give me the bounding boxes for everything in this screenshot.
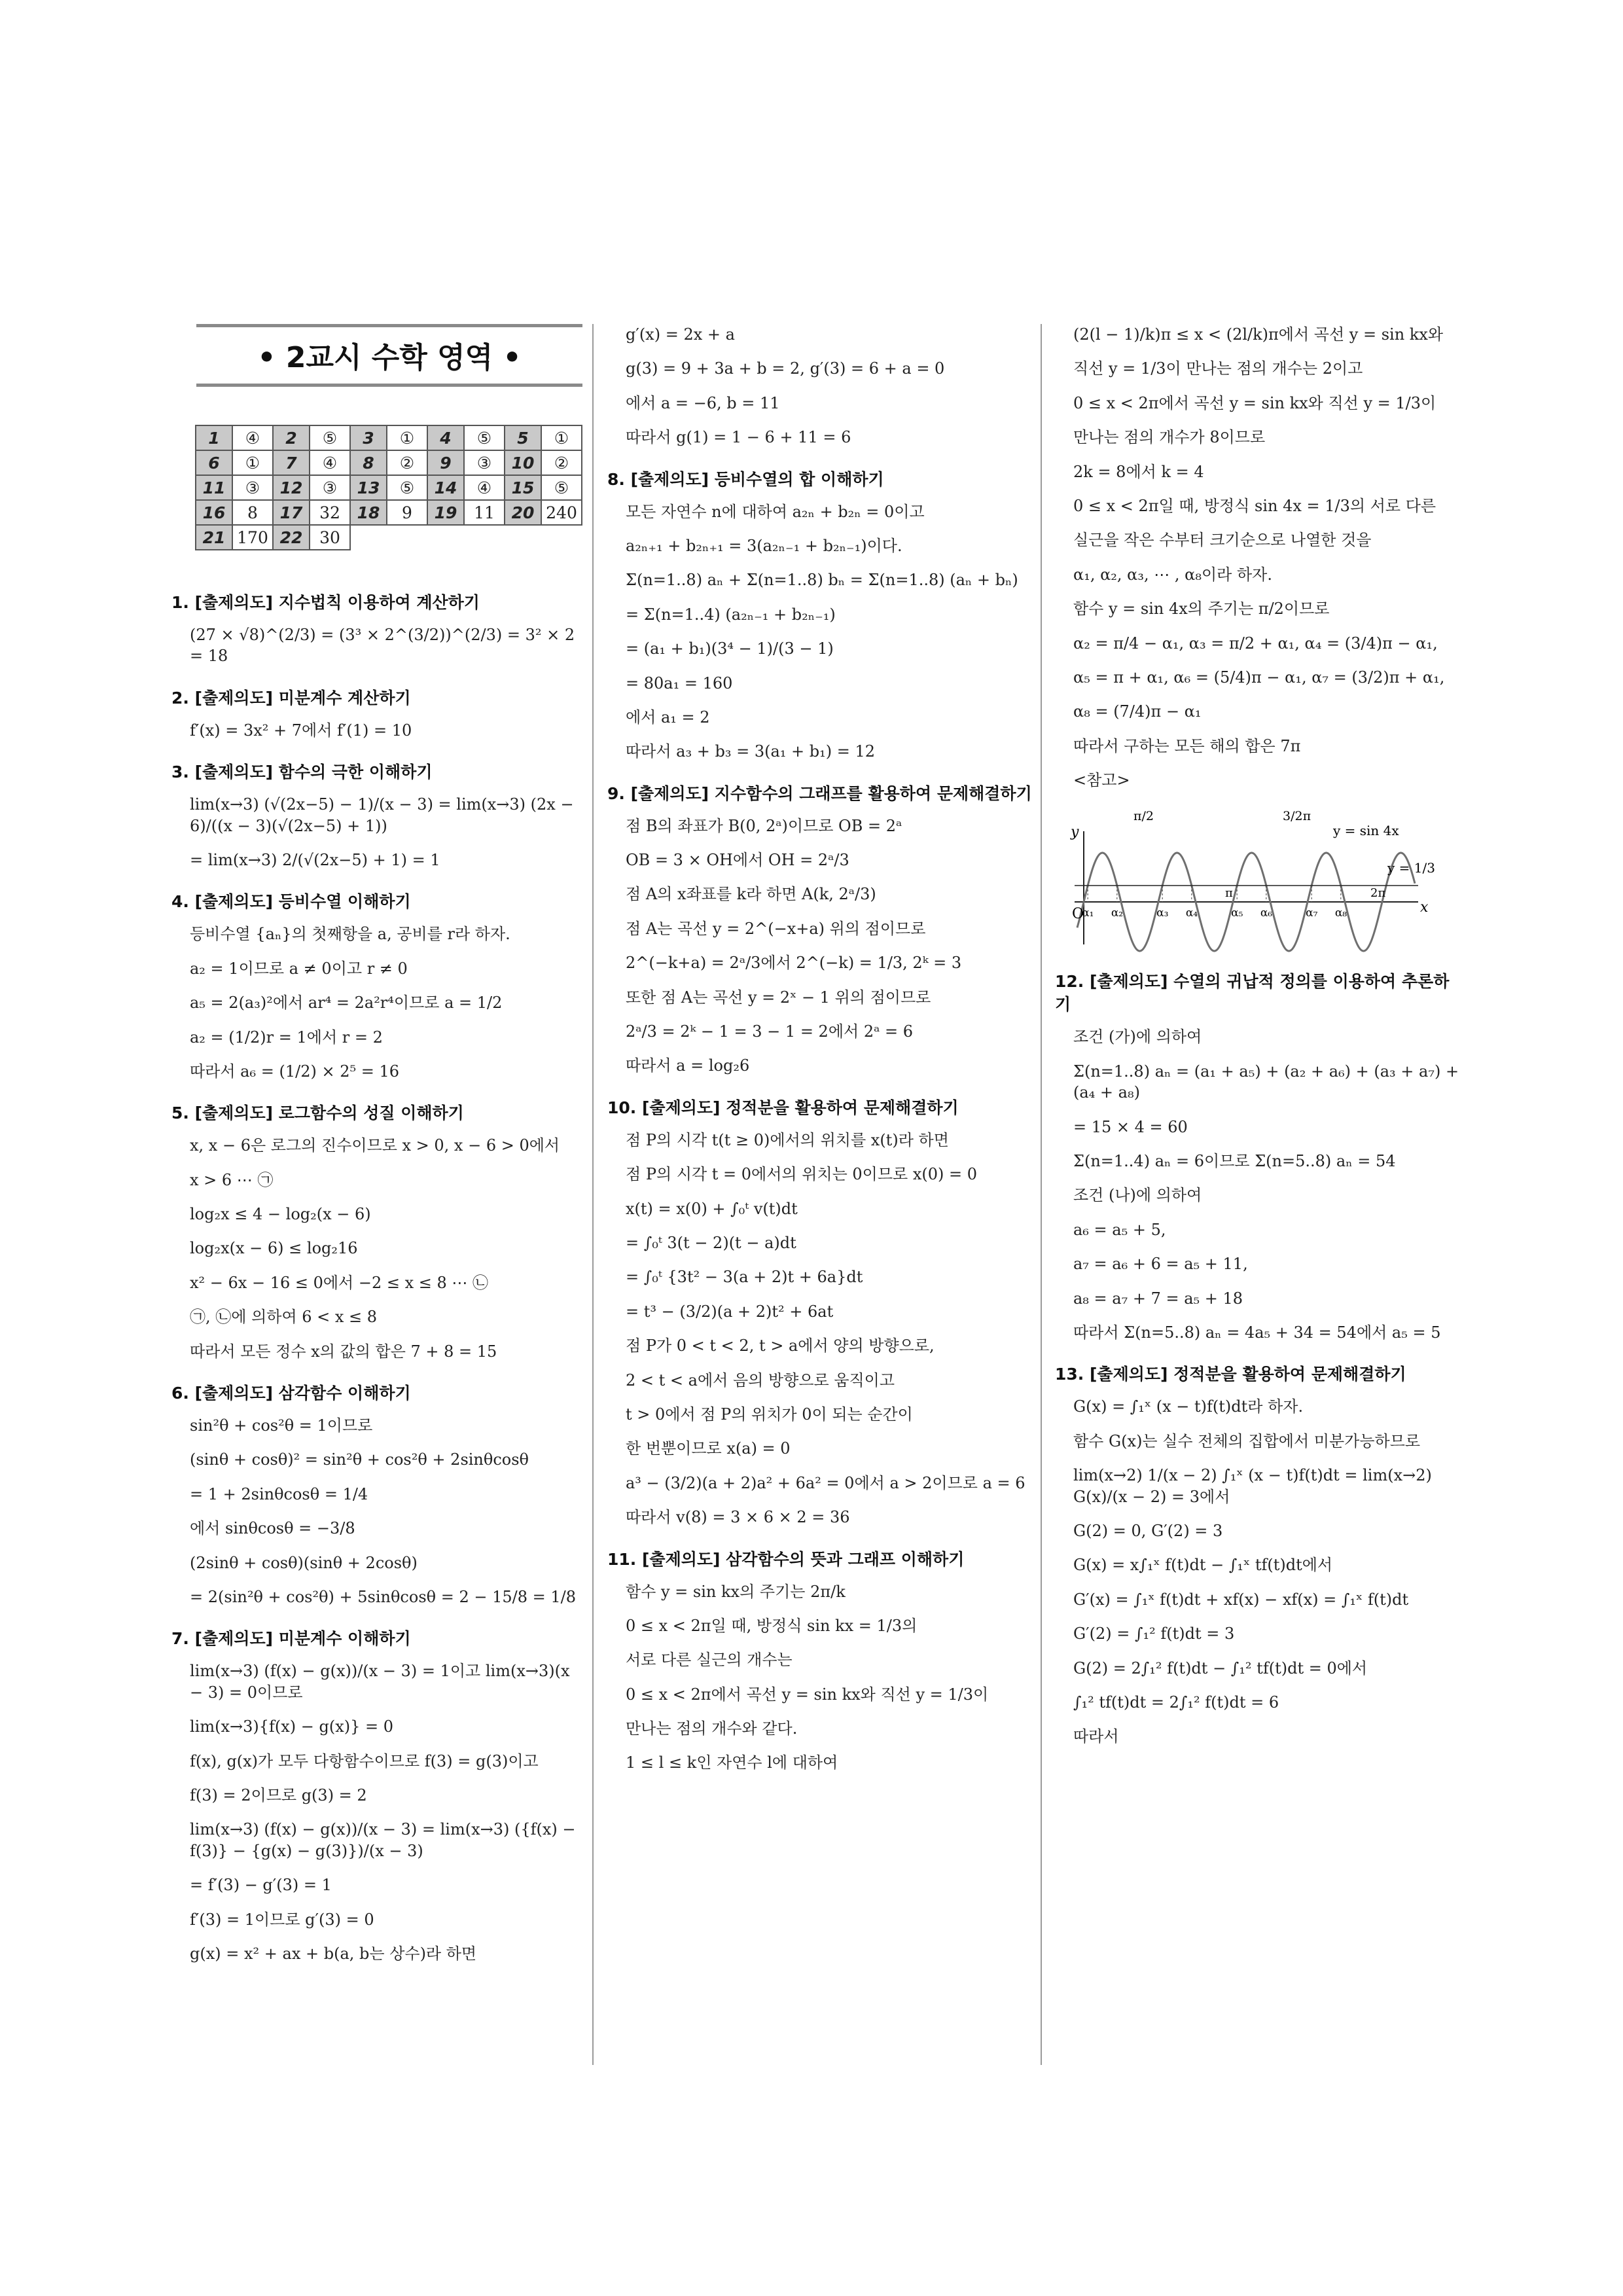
tick-label-pi: π <box>1225 886 1233 901</box>
solution-line: = 80a₁ = 160 <box>626 673 733 692</box>
line-label: y = 1/3 <box>1387 860 1435 876</box>
solution-line: = Σ(n=1..4) (a₂ₙ₋₁ + b₂ₙ₋₁) <box>626 605 836 624</box>
solution-section <box>171 591 584 667</box>
answer-value: ⑤ <box>541 475 582 500</box>
solution-line: a₅ = 2(a₃)²에서 ar⁴ = 2a²r⁴이므로 a = 1/2 <box>190 994 503 1013</box>
column-divider-2 <box>1041 324 1042 2065</box>
solution-line: f′(x) = 3x² + 7에서 f′(1) = 10 <box>190 721 412 740</box>
answer-value: ③ <box>310 475 350 500</box>
solution-line: f′(3) = 1이므로 g′(3) = 0 <box>190 1910 374 1929</box>
solution-line: a₂ = 1이므로 a ≠ 0이고 r ≠ 0 <box>190 959 408 978</box>
solution-heading: 9. [출제의도] 지수함수의 그래프를 활용하여 문제해결하기 <box>607 783 1032 803</box>
solution-line: G′(2) = ∫₁² f(t)dt = 3 <box>1073 1624 1235 1643</box>
solution-line: 등비수열 {aₙ}의 첫째항을 a, 공비를 r라 하자. <box>190 925 510 944</box>
solution-line: 조건 (가)에 의하여 <box>1073 1028 1202 1047</box>
sine-graph-figure <box>1068 804 1461 957</box>
column-1-solutions <box>171 591 584 1964</box>
solution-line: G(x) = ∫₁ˣ (x − t)f(t)dt라 하자. <box>1073 1397 1304 1416</box>
question-number: 19 <box>427 500 464 525</box>
solution-line: = 2(sin²θ + cos²θ) + 5sinθcosθ = 2 − 15/8 = 1/8 <box>190 1587 576 1606</box>
solution-heading: 11. [출제의도] 삼각함수의 뜻과 그래프 이해하기 <box>607 1549 965 1569</box>
question-number: 10 <box>505 450 541 475</box>
solution-line: α₁, α₂, α₃, ⋯ , α₈이라 하자. <box>1073 565 1272 584</box>
solution-line: 직선 y = 1/3이 만나는 점의 개수는 2이고 <box>1073 359 1363 378</box>
solution-line: 따라서 a = log₂6 <box>626 1056 750 1075</box>
solution-line: 따라서 a₆ = (1/2) × 2⁵ = 16 <box>190 1062 399 1081</box>
empty-cell <box>350 525 387 550</box>
answer-row <box>196 525 582 550</box>
solution-line: 또한 점 A는 곡선 y = 2ˣ − 1 위의 점이므로 <box>626 988 931 1007</box>
answer-value: ④ <box>232 425 273 450</box>
answer-value: ⑤ <box>310 425 350 450</box>
solution-heading: 10. [출제의도] 정적분을 활용하여 문제해결하기 <box>607 1098 959 1117</box>
question-number: 20 <box>505 500 541 525</box>
solution-line: = 15 × 4 = 60 <box>1073 1117 1188 1136</box>
answer-row <box>196 500 582 525</box>
solution-line: a₆ = a₅ + 5, <box>1073 1220 1166 1239</box>
solution-line: 점 A는 곡선 y = 2^(−x+a) 위의 점이므로 <box>626 919 926 938</box>
answer-value: ④ <box>464 475 505 500</box>
alpha-label: α₂ <box>1111 906 1124 920</box>
solution-line: G(2) = 2∫₁² f(t)dt − ∫₁² tf(t)dt = 0에서 <box>1073 1659 1368 1677</box>
answer-value: ② <box>387 450 427 475</box>
solution-line: α₈ = (7/4)π − α₁ <box>1073 702 1202 721</box>
answer-value: 11 <box>464 500 505 525</box>
page-title: • 2교시 수학 영역 • <box>196 324 582 387</box>
answer-value: ① <box>387 425 427 450</box>
solution-line: G′(x) = ∫₁ˣ f(t)dt + xf(x) − xf(x) = ∫₁ˣ f(t)dt <box>1073 1590 1409 1609</box>
solution-line: = lim(x→3) 2/(√(2x−5) + 1) = 1 <box>190 850 440 869</box>
column-divider-1 <box>592 324 594 2065</box>
solution-section <box>607 1548 1033 1774</box>
answer-value: ⑤ <box>387 475 427 500</box>
solution-line: 한 번뿐이므로 x(a) = 0 <box>626 1439 791 1458</box>
column-3-solutions-bottom <box>1055 970 1464 1747</box>
solution-line: 따라서 <box>1073 1727 1119 1746</box>
question-number: 11 <box>196 475 232 500</box>
solution-line: 따라서 g(1) = 1 − 6 + 11 = 6 <box>626 428 851 447</box>
answer-value: ② <box>541 450 582 475</box>
solution-line: 2^(−k+a) = 2ᵃ/3에서 2^(−k) = 1/3, 2ᵏ = 3 <box>626 954 962 973</box>
column-3-solutions-top <box>1055 324 1461 791</box>
question-number: 1 <box>196 425 232 450</box>
question-number: 18 <box>350 500 387 525</box>
solution-line: G(x) = x∫₁ˣ f(t)dt − ∫₁ˣ tf(t)dt에서 <box>1073 1556 1333 1575</box>
solution-line: 만나는 점의 개수가 8이므로 <box>1073 428 1266 447</box>
solution-line: 따라서 Σ(n=5..8) aₙ = 4a₅ + 34 = 54에서 a₅ = 5 <box>1073 1323 1441 1342</box>
column-2-solutions <box>607 324 1033 1774</box>
solution-line: lim(x→3) (f(x) − g(x))/(x − 3) = 1이고 lim(x→3)(x − 3) = 0이므로 <box>190 1662 575 1702</box>
alpha-label: α₈ <box>1334 906 1347 920</box>
solution-section <box>171 761 584 870</box>
alpha-label: α₃ <box>1156 906 1169 920</box>
solution-section <box>171 687 584 741</box>
solution-line: lim(x→3) (√(2x−5) − 1)/(x − 3) = lim(x→3) (2x − 6)/((x − 3)(√(2x−5) + 1)) <box>190 795 579 835</box>
solution-line: = ∫₀ᵗ {3t² − 3(a + 2)t + 6a}dt <box>626 1268 863 1287</box>
solution-heading: 12. [출제의도] 수열의 귀납적 정의를 이용하여 추론하기 <box>1055 972 1450 1014</box>
solution-line: Σ(n=1..8) aₙ + Σ(n=1..8) bₙ = Σ(n=1..8) (aₙ + bₙ) <box>626 571 1018 590</box>
question-number: 2 <box>273 425 310 450</box>
question-number: 8 <box>350 450 387 475</box>
answer-value: 240 <box>541 500 582 525</box>
solution-line: (27 × √8)^(2/3) = (3³ × 2^(3/2))^(2/3) = 3² × 2 = 18 <box>190 626 580 666</box>
solution-line: 함수 y = sin 4x의 주기는 π/2이므로 <box>1073 600 1330 619</box>
solution-line: 점 A의 x좌표를 k라 하면 A(k, 2ᵃ/3) <box>626 885 876 904</box>
alpha-label: α₆ <box>1260 906 1273 920</box>
solution-line: a₂ₙ₊₁ + b₂ₙ₊₁ = 3(a₂ₙ₋₁ + b₂ₙ₋₁)이다. <box>626 536 902 555</box>
solution-heading: 1. [출제의도] 지수법칙 이용하여 계산하기 <box>171 593 480 612</box>
solution-line: (2(l − 1)/k)π ≤ x < (2l/k)π에서 곡선 y = sin kx와 <box>1073 325 1444 344</box>
question-number: 15 <box>505 475 541 500</box>
solution-line: α₅ = π + α₁, α₆ = (5/4)π − α₁, α₇ = (3/2)π + α₁, <box>1073 668 1445 687</box>
curve-label: y = sin 4x <box>1333 823 1399 839</box>
question-number: 13 <box>350 475 387 500</box>
alpha-label: α₁ <box>1082 906 1094 920</box>
solution-line: = ∫₀ᵗ 3(t − 2)(t − a)dt <box>626 1233 796 1252</box>
solution-line: 점 P의 시각 t = 0에서의 위치는 0이므로 x(0) = 0 <box>626 1165 978 1184</box>
solution-section <box>607 1096 1033 1528</box>
solution-line: g(x) = x² + ax + b(a, b는 상수)라 하면 <box>190 1944 477 1963</box>
solution-line: a₂ = (1/2)r = 1에서 r = 2 <box>190 1028 383 1047</box>
solution-line: x > 6 ⋯ ㉠ <box>190 1170 274 1189</box>
solution-line: lim(x→3){f(x) − g(x)} = 0 <box>190 1717 394 1736</box>
solution-heading: 8. [출제의도] 등비수열의 합 이해하기 <box>607 469 884 489</box>
solution-section <box>607 782 1033 1077</box>
solution-line: g′(x) = 2x + a <box>626 325 735 344</box>
empty-cell <box>541 525 582 550</box>
empty-cell <box>464 525 505 550</box>
solution-line: x, x − 6은 로그의 진수이므로 x > 0, x − 6 > 0에서 <box>190 1136 560 1155</box>
solution-line: (sinθ + cosθ)² = sin²θ + cos²θ + 2sinθcosθ <box>190 1450 529 1469</box>
solution-line: 조건 (나)에 의하여 <box>1073 1186 1202 1205</box>
solution-section <box>171 1627 584 1964</box>
solution-line: 2k = 8에서 k = 4 <box>1073 462 1204 481</box>
solution-line: 2ᵃ/3 = 2ᵏ − 1 = 3 − 1 = 2에서 2ᵃ = 6 <box>626 1022 913 1041</box>
column-1 <box>171 324 584 1977</box>
answer-value: 30 <box>310 525 350 550</box>
solution-line: 0 ≤ x < 2π일 때, 방정식 sin kx = 1/3의 <box>626 1616 918 1635</box>
answer-value: ⑤ <box>464 425 505 450</box>
solution-line: 점 P가 0 < t < 2, t > a에서 양의 방향으로, <box>626 1336 935 1355</box>
column-3 <box>1055 324 1464 1761</box>
solution-line: ㉠, ㉡에 의하여 6 < x ≤ 8 <box>190 1308 378 1327</box>
solution-line: 함수 G(x)는 실수 전체의 집합에서 미분가능하므로 <box>1073 1431 1421 1450</box>
solution-line: log₂x ≤ 4 − log₂(x − 6) <box>190 1205 371 1224</box>
answer-row <box>196 475 582 500</box>
question-number: 16 <box>196 500 232 525</box>
solution-line: = f′(3) − g′(3) = 1 <box>190 1876 332 1895</box>
solution-section <box>607 324 1033 448</box>
solution-line: f(x), g(x)가 모두 다항함수이므로 f(3) = g(3)이고 <box>190 1751 539 1770</box>
solution-line: 따라서 v(8) = 3 × 6 × 2 = 36 <box>626 1508 850 1527</box>
solution-line: (2sinθ + cosθ)(sinθ + 2cosθ) <box>190 1553 418 1572</box>
solution-line: a₇ = a₆ + 6 = a₅ + 11, <box>1073 1255 1248 1274</box>
origin-label: O <box>1072 906 1084 923</box>
tick-label-three-half-pi: 3/2π <box>1283 809 1311 824</box>
solution-heading: 5. [출제의도] 로그함수의 성질 이해하기 <box>171 1103 464 1123</box>
question-number: 14 <box>427 475 464 500</box>
solution-line: 점 P의 시각 t(t ≥ 0)에서의 위치를 x(t)라 하면 <box>626 1130 949 1149</box>
solution-line: f(3) = 2이므로 g(3) = 2 <box>190 1785 367 1804</box>
solution-line: Σ(n=1..4) aₙ = 6이므로 Σ(n=5..8) aₙ = 54 <box>1073 1152 1396 1171</box>
solution-line: 서로 다른 실근의 개수는 <box>626 1651 793 1670</box>
solution-line: 1 ≤ l ≤ k인 자연수 l에 대하여 <box>626 1753 838 1772</box>
solution-line: 따라서 모든 정수 x의 값의 합은 7 + 8 = 15 <box>190 1342 497 1361</box>
solution-line: 0 ≤ x < 2π에서 곡선 y = sin kx와 직선 y = 1/3이 <box>1073 393 1436 412</box>
answer-value: ③ <box>464 450 505 475</box>
empty-cell <box>427 525 464 550</box>
answer-value: ① <box>232 450 273 475</box>
solution-line: α₂ = π/4 − α₁, α₃ = π/2 + α₁, α₄ = (3/4)π − α₁, <box>1073 634 1438 653</box>
answer-value: 32 <box>310 500 350 525</box>
question-number: 21 <box>196 525 232 550</box>
solution-heading: 6. [출제의도] 삼각함수 이해하기 <box>171 1384 411 1403</box>
solution-line: 실근을 작은 수부터 크기순으로 나열한 것을 <box>1073 531 1372 550</box>
solution-line: a₈ = a₇ + 7 = a₅ + 18 <box>1073 1289 1243 1308</box>
question-number: 4 <box>427 425 464 450</box>
solution-line: 에서 a = −6, b = 11 <box>626 393 780 412</box>
sine-graph <box>1068 804 1435 954</box>
question-number: 7 <box>273 450 310 475</box>
solution-section <box>1055 970 1464 1343</box>
solution-line: 점 B의 좌표가 B(0, 2ᵃ)이므로 OB = 2ᵃ <box>626 816 902 835</box>
solution-line: G(2) = 0, G′(2) = 3 <box>1073 1521 1223 1540</box>
solution-section <box>1055 1363 1461 1747</box>
alpha-label: α₄ <box>1185 906 1198 920</box>
solution-line: = 1 + 2sinθcosθ = 1/4 <box>190 1484 368 1503</box>
question-number: 3 <box>350 425 387 450</box>
answer-value: ① <box>541 425 582 450</box>
solution-line: OB = 3 × OH에서 OH = 2ᵃ/3 <box>626 851 849 870</box>
solution-line: = t³ − (3/2)(a + 2)t² + 6at <box>626 1302 834 1321</box>
answer-row <box>196 450 582 475</box>
question-number: 5 <box>505 425 541 450</box>
tick-label-two-pi: 2π <box>1370 886 1386 901</box>
empty-cell <box>387 525 427 550</box>
tick-label-half-pi: π/2 <box>1133 809 1154 824</box>
solution-heading: 3. [출제의도] 함수의 극한 이해하기 <box>171 762 433 782</box>
solution-line: ∫₁² tf(t)dt = 2∫₁² f(t)dt = 6 <box>1073 1693 1279 1712</box>
solution-line: sin²θ + cos²θ = 1이므로 <box>190 1416 373 1435</box>
solution-line: x² − 6x − 16 ≤ 0에서 −2 ≤ x ≤ 8 ⋯ ㉡ <box>190 1273 489 1292</box>
answer-row <box>196 425 582 450</box>
alpha-label: α₅ <box>1231 906 1243 920</box>
column-2 <box>607 324 1033 1787</box>
solution-line: a³ − (3/2)(a + 2)a² + 6a² = 0에서 a > 2이므로 a = 6 <box>626 1473 1026 1492</box>
answer-value: ④ <box>310 450 350 475</box>
solution-section <box>171 1102 584 1362</box>
solution-line: 2 < t < a에서 음의 방향으로 움직이고 <box>626 1371 895 1390</box>
solution-line: 0 ≤ x < 2π에서 곡선 y = sin kx와 직선 y = 1/3이 <box>626 1685 989 1704</box>
answer-value: 8 <box>232 500 273 525</box>
answer-value: 170 <box>232 525 273 550</box>
question-number: 17 <box>273 500 310 525</box>
y-axis-label: y <box>1071 824 1079 841</box>
answer-table <box>195 425 582 550</box>
solution-line: 에서 a₁ = 2 <box>626 708 710 726</box>
solution-line: 에서 sinθcosθ = −3/8 <box>190 1519 355 1538</box>
solution-line: Σ(n=1..8) aₙ = (a₁ + a₅) + (a₂ + a₆) + (a₃ + a₇) + (a₄ + a₈) <box>1073 1062 1464 1102</box>
solution-heading: 4. [출제의도] 등비수열 이해하기 <box>171 892 411 912</box>
solution-heading: 2. [출제의도] 미분계수 계산하기 <box>171 688 411 708</box>
alpha-label: α₇ <box>1306 906 1318 920</box>
solution-line: log₂x(x − 6) ≤ log₂16 <box>190 1239 358 1258</box>
solution-line: t > 0에서 점 P의 위치가 0이 되는 순간이 <box>626 1405 913 1424</box>
solution-line: 0 ≤ x < 2π일 때, 방정식 sin 4x = 1/3의 서로 다른 <box>1073 496 1436 515</box>
answer-value: 9 <box>387 500 427 525</box>
x-axis-label: x <box>1420 899 1429 916</box>
solution-line: 따라서 구하는 모든 해의 합은 7π <box>1073 736 1301 755</box>
solution-section <box>171 890 584 1082</box>
solution-section <box>171 1382 584 1607</box>
question-number: 22 <box>273 525 310 550</box>
solution-line: <참고> <box>1073 771 1130 790</box>
solution-heading: 7. [출제의도] 미분계수 이해하기 <box>171 1629 411 1649</box>
solution-line: 만나는 점의 개수와 같다. <box>626 1719 798 1738</box>
solution-line: = (a₁ + b₁)(3⁴ − 1)/(3 − 1) <box>626 639 834 658</box>
solution-line: 따라서 a₃ + b₃ = 3(a₁ + b₁) = 12 <box>626 742 876 761</box>
solution-section <box>607 468 1033 762</box>
solution-line: 모든 자연수 n에 대하여 a₂ₙ + b₂ₙ = 0이고 <box>626 502 925 521</box>
solution-heading: 13. [출제의도] 정적분을 활용하여 문제해결하기 <box>1055 1365 1406 1384</box>
solution-line: 함수 y = sin kx의 주기는 2π/k <box>626 1582 846 1601</box>
question-number: 6 <box>196 450 232 475</box>
solution-line: lim(x→2) 1/(x − 2) ∫₁ˣ (x − t)f(t)dt = lim(x→2) G(x)/(x − 2) = 3에서 <box>1073 1466 1437 1506</box>
answer-value: ③ <box>232 475 273 500</box>
solution-line: x(t) = x(0) + ∫₀ᵗ v(t)dt <box>626 1199 798 1218</box>
solution-line: g(3) = 9 + 3a + b = 2, g′(3) = 6 + a = 0 <box>626 359 945 378</box>
solution-line: lim(x→3) (f(x) − g(x))/(x − 3) = lim(x→3) ({f(x) − f(3)} − {g(x) − g(3)})/(x − 3) <box>190 1820 581 1860</box>
question-number: 12 <box>273 475 310 500</box>
solution-section <box>1055 324 1461 791</box>
question-number: 9 <box>427 450 464 475</box>
empty-cell <box>505 525 541 550</box>
